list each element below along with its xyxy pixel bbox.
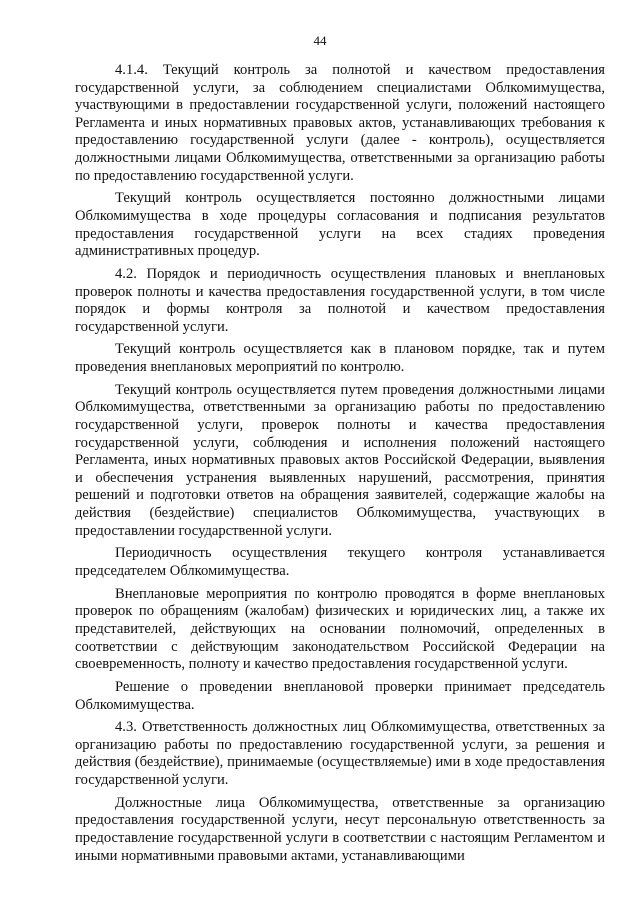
paragraph-current-control-constant: Текущий контроль осуществляется постоянно должностными лицами Облкомимущества в ходе процедуры согласования и подписания результатов предоставления государственной услуги на всех стадиях проведения административных процедур.	[75, 190, 605, 260]
page-number: 44	[313, 33, 327, 48]
paragraph-personal-responsibility: Должностные лица Облкомимущества, ответственные за организацию предоставления государственной услуги, несут персональную ответственность за предоставление государственной услуги в соответствии с настоящим Регламентом и иными нормативными правовыми актами, устанавливающими	[75, 794, 605, 864]
paragraph-periodicity: Периодичность осуществления текущего контроля устанавливается председателем Облкомимущества.	[75, 545, 605, 579]
paragraph-4-3: 4.3. Ответственность должностных лиц Облкомимущества, ответственных за организацию работы по предоставлению государственной услуги, за решения и действия (бездействие), принимаемые (осуществляемые) ими в ходе предоставления государственной услуги.	[75, 719, 605, 789]
paragraph-4-1-4: 4.1.4. Текущий контроль за полнотой и качеством предоставления государственной услуги, за соблюдением специалистами Облкомимущества, участвующими в предоставлении государственной услуги, положений настоящего Регламента и иных нормативных правовых актов, устанавливающих требования к предоставлению государственной услуги (далее - контроль), осуществляется должностными лицами Облкомимущества, ответственными за организацию работы по предоставлению государственной услуги.	[75, 62, 605, 184]
paragraph-planned-unplanned: Текущий контроль осуществляется как в плановом порядке, так и путем проведения внеплановых мероприятий по контролю.	[75, 341, 605, 376]
document-body	[75, 62, 605, 870]
paragraph-4-2: 4.2. Порядок и периодичность осуществления плановых и внеплановых проверок полноты и качества предоставления государственной услуги, в том числе порядок и формы контроля за полнотой и качеством предоставления государственной услуги.	[75, 265, 605, 335]
paragraph-inspection-decision: Решение о проведении внеплановой проверки принимает председатель Облкомимущества.	[75, 678, 605, 713]
paragraph-unplanned-inspections: Внеплановые мероприятия по контролю проводятся в форме внеплановых проверок по обращениям (жалобам) физических и юридических лиц, а также их представителей, действующих на основании полномочий, определенных в соответствии с действующим законодательством Российской Федерации на своевременность, полноту и качество предоставления государственной услуги.	[75, 585, 605, 673]
paragraph-control-methods: Текущий контроль осуществляется путем проведения должностными лицами Облкомимущества, ответственными за организацию работы по предоставлению государственной услуги, проверок полноты и качества предоставления государственной услуги, соблюдения и исполнения положений настоящего Регламента, иных нормативных правовых актов Российской Федерации, выявления и обеспечения устранения выявленных нарушений, рассмотрения, принятия решений и подготовки ответов на обращения заявителей, содержащие жалобы на действия (бездействие) специалистов Облкомимущества, участвующих в предоставлении государственной услуги.	[75, 381, 605, 539]
